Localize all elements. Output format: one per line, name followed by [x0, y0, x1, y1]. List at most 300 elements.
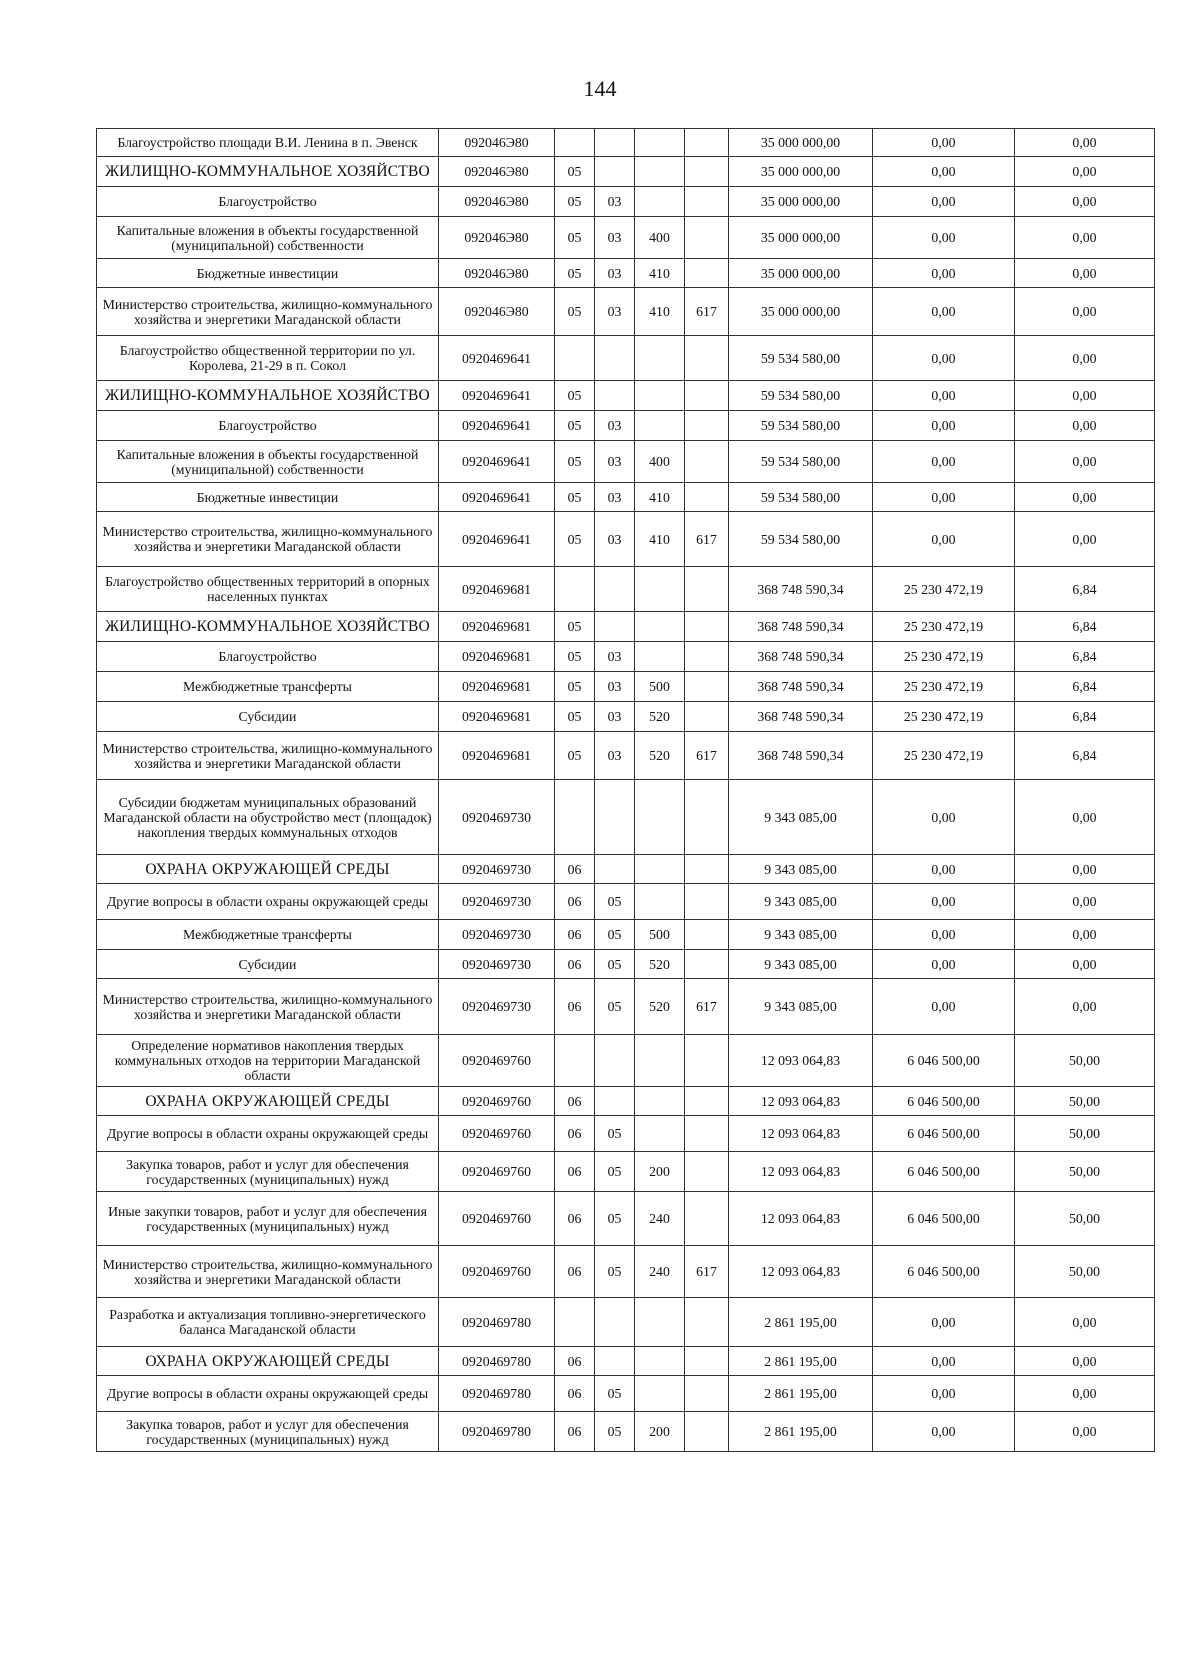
subsection-code: 05	[595, 1192, 635, 1246]
expense-type-code	[635, 855, 685, 884]
planned-amount: 12 093 064,83	[729, 1152, 873, 1192]
planned-amount: 35 000 000,00	[729, 157, 873, 187]
table-row	[97, 259, 1155, 288]
administrator-code	[685, 1192, 729, 1246]
administrator-code	[685, 1412, 729, 1452]
subsection-code	[595, 1087, 635, 1116]
executed-amount: 0,00	[873, 336, 1015, 381]
table-row	[97, 732, 1155, 780]
target-code: 092046Э80	[439, 129, 555, 157]
target-code: 0920469780	[439, 1298, 555, 1347]
execution-percent: 0,00	[1015, 187, 1155, 217]
section-code	[555, 336, 595, 381]
expense-type-code	[635, 1347, 685, 1376]
administrator-code	[685, 336, 729, 381]
planned-amount: 9 343 085,00	[729, 920, 873, 950]
executed-amount: 25 230 472,19	[873, 702, 1015, 732]
table-row	[97, 441, 1155, 483]
row-name: Субсидии	[97, 950, 439, 979]
subsection-code	[595, 1298, 635, 1347]
executed-amount: 25 230 472,19	[873, 672, 1015, 702]
execution-percent: 6,84	[1015, 732, 1155, 780]
section-code: 06	[555, 1347, 595, 1376]
section-code: 06	[555, 920, 595, 950]
planned-amount: 9 343 085,00	[729, 780, 873, 855]
subsection-code: 03	[595, 732, 635, 780]
target-code: 0920469681	[439, 612, 555, 642]
target-code: 0920469760	[439, 1152, 555, 1192]
table-row	[97, 1298, 1155, 1347]
executed-amount: 25 230 472,19	[873, 642, 1015, 672]
execution-percent: 0,00	[1015, 157, 1155, 187]
row-name: Определение нормативов накопления твердых коммунальных отходов на территории Магаданской области	[97, 1035, 439, 1087]
row-name: Закупка товаров, работ и услуг для обеспечения государственных (муниципальных) нужд	[97, 1152, 439, 1192]
execution-percent: 50,00	[1015, 1152, 1155, 1192]
expense-type-code	[635, 1087, 685, 1116]
target-code: 0920469760	[439, 1116, 555, 1152]
administrator-code	[685, 441, 729, 483]
administrator-code	[685, 920, 729, 950]
table-row	[97, 1347, 1155, 1376]
target-code: 092046Э80	[439, 187, 555, 217]
section-code: 05	[555, 288, 595, 336]
subsection-code	[595, 336, 635, 381]
table-row	[97, 979, 1155, 1035]
row-name: Министерство строительства, жилищно-коммунального хозяйства и энергетики Магаданской области	[97, 732, 439, 780]
administrator-code	[685, 1035, 729, 1087]
target-code: 0920469780	[439, 1376, 555, 1412]
budget-table	[96, 128, 1155, 1452]
table-row	[97, 884, 1155, 920]
section-code: 05	[555, 512, 595, 567]
administrator-code	[685, 217, 729, 259]
table-row	[97, 336, 1155, 381]
target-code: 0920469641	[439, 483, 555, 512]
execution-percent: 6,84	[1015, 702, 1155, 732]
target-code: 0920469760	[439, 1192, 555, 1246]
executed-amount: 0,00	[873, 129, 1015, 157]
expense-type-code: 410	[635, 512, 685, 567]
row-name: Благоустройство	[97, 187, 439, 217]
execution-percent: 0,00	[1015, 411, 1155, 441]
administrator-code	[685, 381, 729, 411]
target-code: 0920469780	[439, 1412, 555, 1452]
planned-amount: 368 748 590,34	[729, 612, 873, 642]
execution-percent: 0,00	[1015, 1347, 1155, 1376]
planned-amount: 59 534 580,00	[729, 411, 873, 441]
execution-percent: 0,00	[1015, 1376, 1155, 1412]
executed-amount: 0,00	[873, 187, 1015, 217]
expense-type-code	[635, 612, 685, 642]
table-row	[97, 1087, 1155, 1116]
executed-amount: 6 046 500,00	[873, 1246, 1015, 1298]
target-code: 0920469641	[439, 336, 555, 381]
target-code: 0920469760	[439, 1035, 555, 1087]
table-row	[97, 702, 1155, 732]
section-code: 05	[555, 483, 595, 512]
section-code: 06	[555, 1116, 595, 1152]
subsection-code: 05	[595, 1116, 635, 1152]
row-name: Другие вопросы в области охраны окружающей среды	[97, 1116, 439, 1152]
row-name: Другие вопросы в области охраны окружающей среды	[97, 884, 439, 920]
subsection-code	[595, 1035, 635, 1087]
administrator-code: 617	[685, 979, 729, 1035]
section-code: 05	[555, 642, 595, 672]
subsection-code: 03	[595, 672, 635, 702]
section-code: 05	[555, 187, 595, 217]
executed-amount: 0,00	[873, 381, 1015, 411]
expense-type-code	[635, 336, 685, 381]
table-row	[97, 129, 1155, 157]
row-name: ОХРАНА ОКРУЖАЮЩЕЙ СРЕДЫ	[97, 1347, 439, 1376]
expense-type-code	[635, 157, 685, 187]
planned-amount: 35 000 000,00	[729, 259, 873, 288]
expense-type-code: 520	[635, 702, 685, 732]
execution-percent: 0,00	[1015, 129, 1155, 157]
expense-type-code: 200	[635, 1152, 685, 1192]
section-code: 05	[555, 441, 595, 483]
subsection-code: 05	[595, 979, 635, 1035]
planned-amount: 59 534 580,00	[729, 441, 873, 483]
executed-amount: 0,00	[873, 920, 1015, 950]
executed-amount: 25 230 472,19	[873, 567, 1015, 612]
administrator-code	[685, 950, 729, 979]
target-code: 0920469760	[439, 1246, 555, 1298]
executed-amount: 0,00	[873, 1412, 1015, 1452]
table-row	[97, 217, 1155, 259]
table-row	[97, 567, 1155, 612]
table-row	[97, 780, 1155, 855]
administrator-code	[685, 1298, 729, 1347]
target-code: 092046Э80	[439, 157, 555, 187]
subsection-code: 05	[595, 1152, 635, 1192]
row-name: Бюджетные инвестиции	[97, 483, 439, 512]
row-name: Бюджетные инвестиции	[97, 259, 439, 288]
executed-amount: 0,00	[873, 1347, 1015, 1376]
section-code: 06	[555, 979, 595, 1035]
target-code: 0920469681	[439, 702, 555, 732]
section-code: 06	[555, 1152, 595, 1192]
administrator-code: 617	[685, 1246, 729, 1298]
target-code: 0920469730	[439, 855, 555, 884]
expense-type-code	[635, 411, 685, 441]
planned-amount: 59 534 580,00	[729, 483, 873, 512]
executed-amount: 0,00	[873, 411, 1015, 441]
administrator-code	[685, 1376, 729, 1412]
executed-amount: 25 230 472,19	[873, 732, 1015, 780]
section-code	[555, 567, 595, 612]
expense-type-code: 500	[635, 920, 685, 950]
table-row	[97, 920, 1155, 950]
executed-amount: 0,00	[873, 441, 1015, 483]
row-name: ОХРАНА ОКРУЖАЮЩЕЙ СРЕДЫ	[97, 855, 439, 884]
subsection-code: 03	[595, 702, 635, 732]
execution-percent: 50,00	[1015, 1087, 1155, 1116]
planned-amount: 12 093 064,83	[729, 1087, 873, 1116]
execution-percent: 0,00	[1015, 920, 1155, 950]
subsection-code: 03	[595, 483, 635, 512]
target-code: 0920469641	[439, 411, 555, 441]
row-name: Благоустройство общественных территорий в опорных населенных пунктах	[97, 567, 439, 612]
administrator-code	[685, 612, 729, 642]
table-body	[97, 129, 1155, 1452]
table-row	[97, 612, 1155, 642]
planned-amount: 2 861 195,00	[729, 1347, 873, 1376]
expense-type-code	[635, 1298, 685, 1347]
section-code	[555, 1298, 595, 1347]
page-number: 144	[583, 76, 617, 101]
planned-amount: 12 093 064,83	[729, 1246, 873, 1298]
subsection-code: 03	[595, 288, 635, 336]
section-code: 05	[555, 157, 595, 187]
row-name: ЖИЛИЩНО-КОММУНАЛЬНОЕ ХОЗЯЙСТВО	[97, 157, 439, 187]
section-code: 06	[555, 1192, 595, 1246]
section-code: 06	[555, 1376, 595, 1412]
target-code: 0920469730	[439, 780, 555, 855]
section-code	[555, 1035, 595, 1087]
executed-amount: 0,00	[873, 855, 1015, 884]
row-name: Министерство строительства, жилищно-коммунального хозяйства и энергетики Магаданской области	[97, 979, 439, 1035]
expense-type-code	[635, 129, 685, 157]
subsection-code	[595, 1347, 635, 1376]
row-name: Закупка товаров, работ и услуг для обеспечения государственных (муниципальных) нужд	[97, 1412, 439, 1452]
row-name: Министерство строительства, жилищно-коммунального хозяйства и энергетики Магаданской области	[97, 512, 439, 567]
row-name: Другие вопросы в области охраны окружающей среды	[97, 1376, 439, 1412]
target-code: 0920469641	[439, 381, 555, 411]
table-row	[97, 1246, 1155, 1298]
planned-amount: 9 343 085,00	[729, 855, 873, 884]
expense-type-code: 200	[635, 1412, 685, 1452]
expense-type-code: 410	[635, 483, 685, 512]
target-code: 0920469730	[439, 950, 555, 979]
subsection-code: 03	[595, 187, 635, 217]
subsection-code: 03	[595, 441, 635, 483]
section-code	[555, 129, 595, 157]
target-code: 0920469641	[439, 512, 555, 567]
subsection-code: 03	[595, 411, 635, 441]
expense-type-code	[635, 1376, 685, 1412]
target-code: 092046Э80	[439, 288, 555, 336]
executed-amount: 0,00	[873, 979, 1015, 1035]
table-row	[97, 1376, 1155, 1412]
row-name: ОХРАНА ОКРУЖАЮЩЕЙ СРЕДЫ	[97, 1087, 439, 1116]
target-code: 0920469730	[439, 920, 555, 950]
target-code: 0920469730	[439, 979, 555, 1035]
table-row	[97, 1152, 1155, 1192]
executed-amount: 6 046 500,00	[873, 1035, 1015, 1087]
table-row	[97, 381, 1155, 411]
row-name: Иные закупки товаров, работ и услуг для обеспечения государственных (муниципальных) нужд	[97, 1192, 439, 1246]
row-name: Капитальные вложения в объекты государственной (муниципальной) собственности	[97, 217, 439, 259]
administrator-code	[685, 1152, 729, 1192]
administrator-code	[685, 702, 729, 732]
row-name: Капитальные вложения в объекты государственной (муниципальной) собственности	[97, 441, 439, 483]
planned-amount: 9 343 085,00	[729, 950, 873, 979]
executed-amount: 0,00	[873, 157, 1015, 187]
section-code: 05	[555, 259, 595, 288]
subsection-code: 05	[595, 1246, 635, 1298]
administrator-code	[685, 1116, 729, 1152]
execution-percent: 0,00	[1015, 780, 1155, 855]
subsection-code	[595, 567, 635, 612]
table-row	[97, 1412, 1155, 1452]
section-code	[555, 780, 595, 855]
table-row	[97, 512, 1155, 567]
executed-amount: 0,00	[873, 780, 1015, 855]
table-row	[97, 483, 1155, 512]
planned-amount: 59 534 580,00	[729, 512, 873, 567]
planned-amount: 35 000 000,00	[729, 187, 873, 217]
section-code: 05	[555, 612, 595, 642]
executed-amount: 0,00	[873, 884, 1015, 920]
planned-amount: 368 748 590,34	[729, 732, 873, 780]
execution-percent: 0,00	[1015, 441, 1155, 483]
subsection-code: 03	[595, 642, 635, 672]
executed-amount: 0,00	[873, 1376, 1015, 1412]
administrator-code: 617	[685, 288, 729, 336]
execution-percent: 0,00	[1015, 1412, 1155, 1452]
execution-percent: 0,00	[1015, 336, 1155, 381]
administrator-code	[685, 642, 729, 672]
table-row	[97, 855, 1155, 884]
administrator-code	[685, 567, 729, 612]
administrator-code	[685, 483, 729, 512]
planned-amount: 12 093 064,83	[729, 1192, 873, 1246]
row-name: Благоустройство	[97, 642, 439, 672]
executed-amount: 0,00	[873, 1298, 1015, 1347]
execution-percent: 0,00	[1015, 483, 1155, 512]
target-code: 0920469730	[439, 884, 555, 920]
expense-type-code	[635, 1116, 685, 1152]
execution-percent: 6,84	[1015, 567, 1155, 612]
subsection-code: 05	[595, 1412, 635, 1452]
section-code: 05	[555, 732, 595, 780]
row-name: Благоустройство	[97, 411, 439, 441]
executed-amount: 25 230 472,19	[873, 612, 1015, 642]
executed-amount: 0,00	[873, 217, 1015, 259]
table-row	[97, 157, 1155, 187]
table-row	[97, 288, 1155, 336]
administrator-code	[685, 672, 729, 702]
target-code: 0920469681	[439, 567, 555, 612]
expense-type-code	[635, 642, 685, 672]
expense-type-code	[635, 381, 685, 411]
planned-amount: 2 861 195,00	[729, 1298, 873, 1347]
execution-percent: 0,00	[1015, 855, 1155, 884]
row-name: Субсидии	[97, 702, 439, 732]
administrator-code	[685, 1347, 729, 1376]
target-code: 0920469641	[439, 441, 555, 483]
administrator-code	[685, 1087, 729, 1116]
row-name: Субсидии бюджетам муниципальных образований Магаданской области на обустройство мест (площадок) накопления твердых коммунальных отходов	[97, 780, 439, 855]
administrator-code	[685, 259, 729, 288]
planned-amount: 368 748 590,34	[729, 642, 873, 672]
planned-amount: 368 748 590,34	[729, 672, 873, 702]
section-code: 06	[555, 950, 595, 979]
executed-amount: 6 046 500,00	[873, 1152, 1015, 1192]
executed-amount: 6 046 500,00	[873, 1087, 1015, 1116]
subsection-code	[595, 157, 635, 187]
expense-type-code: 410	[635, 288, 685, 336]
expense-type-code: 500	[635, 672, 685, 702]
row-name: Межбюджетные трансферты	[97, 672, 439, 702]
target-code: 0920469681	[439, 732, 555, 780]
row-name: Благоустройство площади В.И. Ленина в п. Эвенск	[97, 129, 439, 157]
administrator-code: 617	[685, 732, 729, 780]
administrator-code	[685, 187, 729, 217]
subsection-code	[595, 612, 635, 642]
subsection-code: 05	[595, 950, 635, 979]
executed-amount: 0,00	[873, 483, 1015, 512]
expense-type-code	[635, 780, 685, 855]
executed-amount: 0,00	[873, 288, 1015, 336]
administrator-code	[685, 884, 729, 920]
planned-amount: 35 000 000,00	[729, 217, 873, 259]
section-code: 05	[555, 672, 595, 702]
table-row	[97, 642, 1155, 672]
execution-percent: 0,00	[1015, 884, 1155, 920]
target-code: 092046Э80	[439, 217, 555, 259]
row-name: ЖИЛИЩНО-КОММУНАЛЬНОЕ ХОЗЯЙСТВО	[97, 381, 439, 411]
execution-percent: 0,00	[1015, 950, 1155, 979]
target-code: 0920469681	[439, 642, 555, 672]
administrator-code	[685, 411, 729, 441]
expense-type-code: 400	[635, 441, 685, 483]
expense-type-code: 520	[635, 950, 685, 979]
expense-type-code: 520	[635, 979, 685, 1035]
administrator-code	[685, 855, 729, 884]
subsection-code: 03	[595, 217, 635, 259]
subsection-code	[595, 855, 635, 884]
administrator-code	[685, 129, 729, 157]
planned-amount: 35 000 000,00	[729, 288, 873, 336]
planned-amount: 2 861 195,00	[729, 1376, 873, 1412]
administrator-code	[685, 780, 729, 855]
planned-amount: 368 748 590,34	[729, 567, 873, 612]
table-row	[97, 1035, 1155, 1087]
planned-amount: 59 534 580,00	[729, 336, 873, 381]
table-row	[97, 672, 1155, 702]
expense-type-code: 400	[635, 217, 685, 259]
row-name: Министерство строительства, жилищно-коммунального хозяйства и энергетики Магаданской области	[97, 1246, 439, 1298]
execution-percent: 50,00	[1015, 1192, 1155, 1246]
execution-percent: 0,00	[1015, 979, 1155, 1035]
table-row	[97, 187, 1155, 217]
section-code: 05	[555, 381, 595, 411]
target-code: 0920469780	[439, 1347, 555, 1376]
executed-amount: 0,00	[873, 512, 1015, 567]
table-row	[97, 1116, 1155, 1152]
target-code: 092046Э80	[439, 259, 555, 288]
expense-type-code: 240	[635, 1192, 685, 1246]
planned-amount: 9 343 085,00	[729, 979, 873, 1035]
executed-amount: 0,00	[873, 259, 1015, 288]
execution-percent: 6,84	[1015, 642, 1155, 672]
section-code: 05	[555, 411, 595, 441]
execution-percent: 0,00	[1015, 381, 1155, 411]
planned-amount: 368 748 590,34	[729, 702, 873, 732]
execution-percent: 0,00	[1015, 217, 1155, 259]
section-code: 06	[555, 855, 595, 884]
administrator-code	[685, 157, 729, 187]
subsection-code	[595, 381, 635, 411]
target-code: 0920469681	[439, 672, 555, 702]
planned-amount: 2 861 195,00	[729, 1412, 873, 1452]
executed-amount: 6 046 500,00	[873, 1192, 1015, 1246]
section-code: 06	[555, 1246, 595, 1298]
execution-percent: 50,00	[1015, 1246, 1155, 1298]
executed-amount: 6 046 500,00	[873, 1116, 1015, 1152]
